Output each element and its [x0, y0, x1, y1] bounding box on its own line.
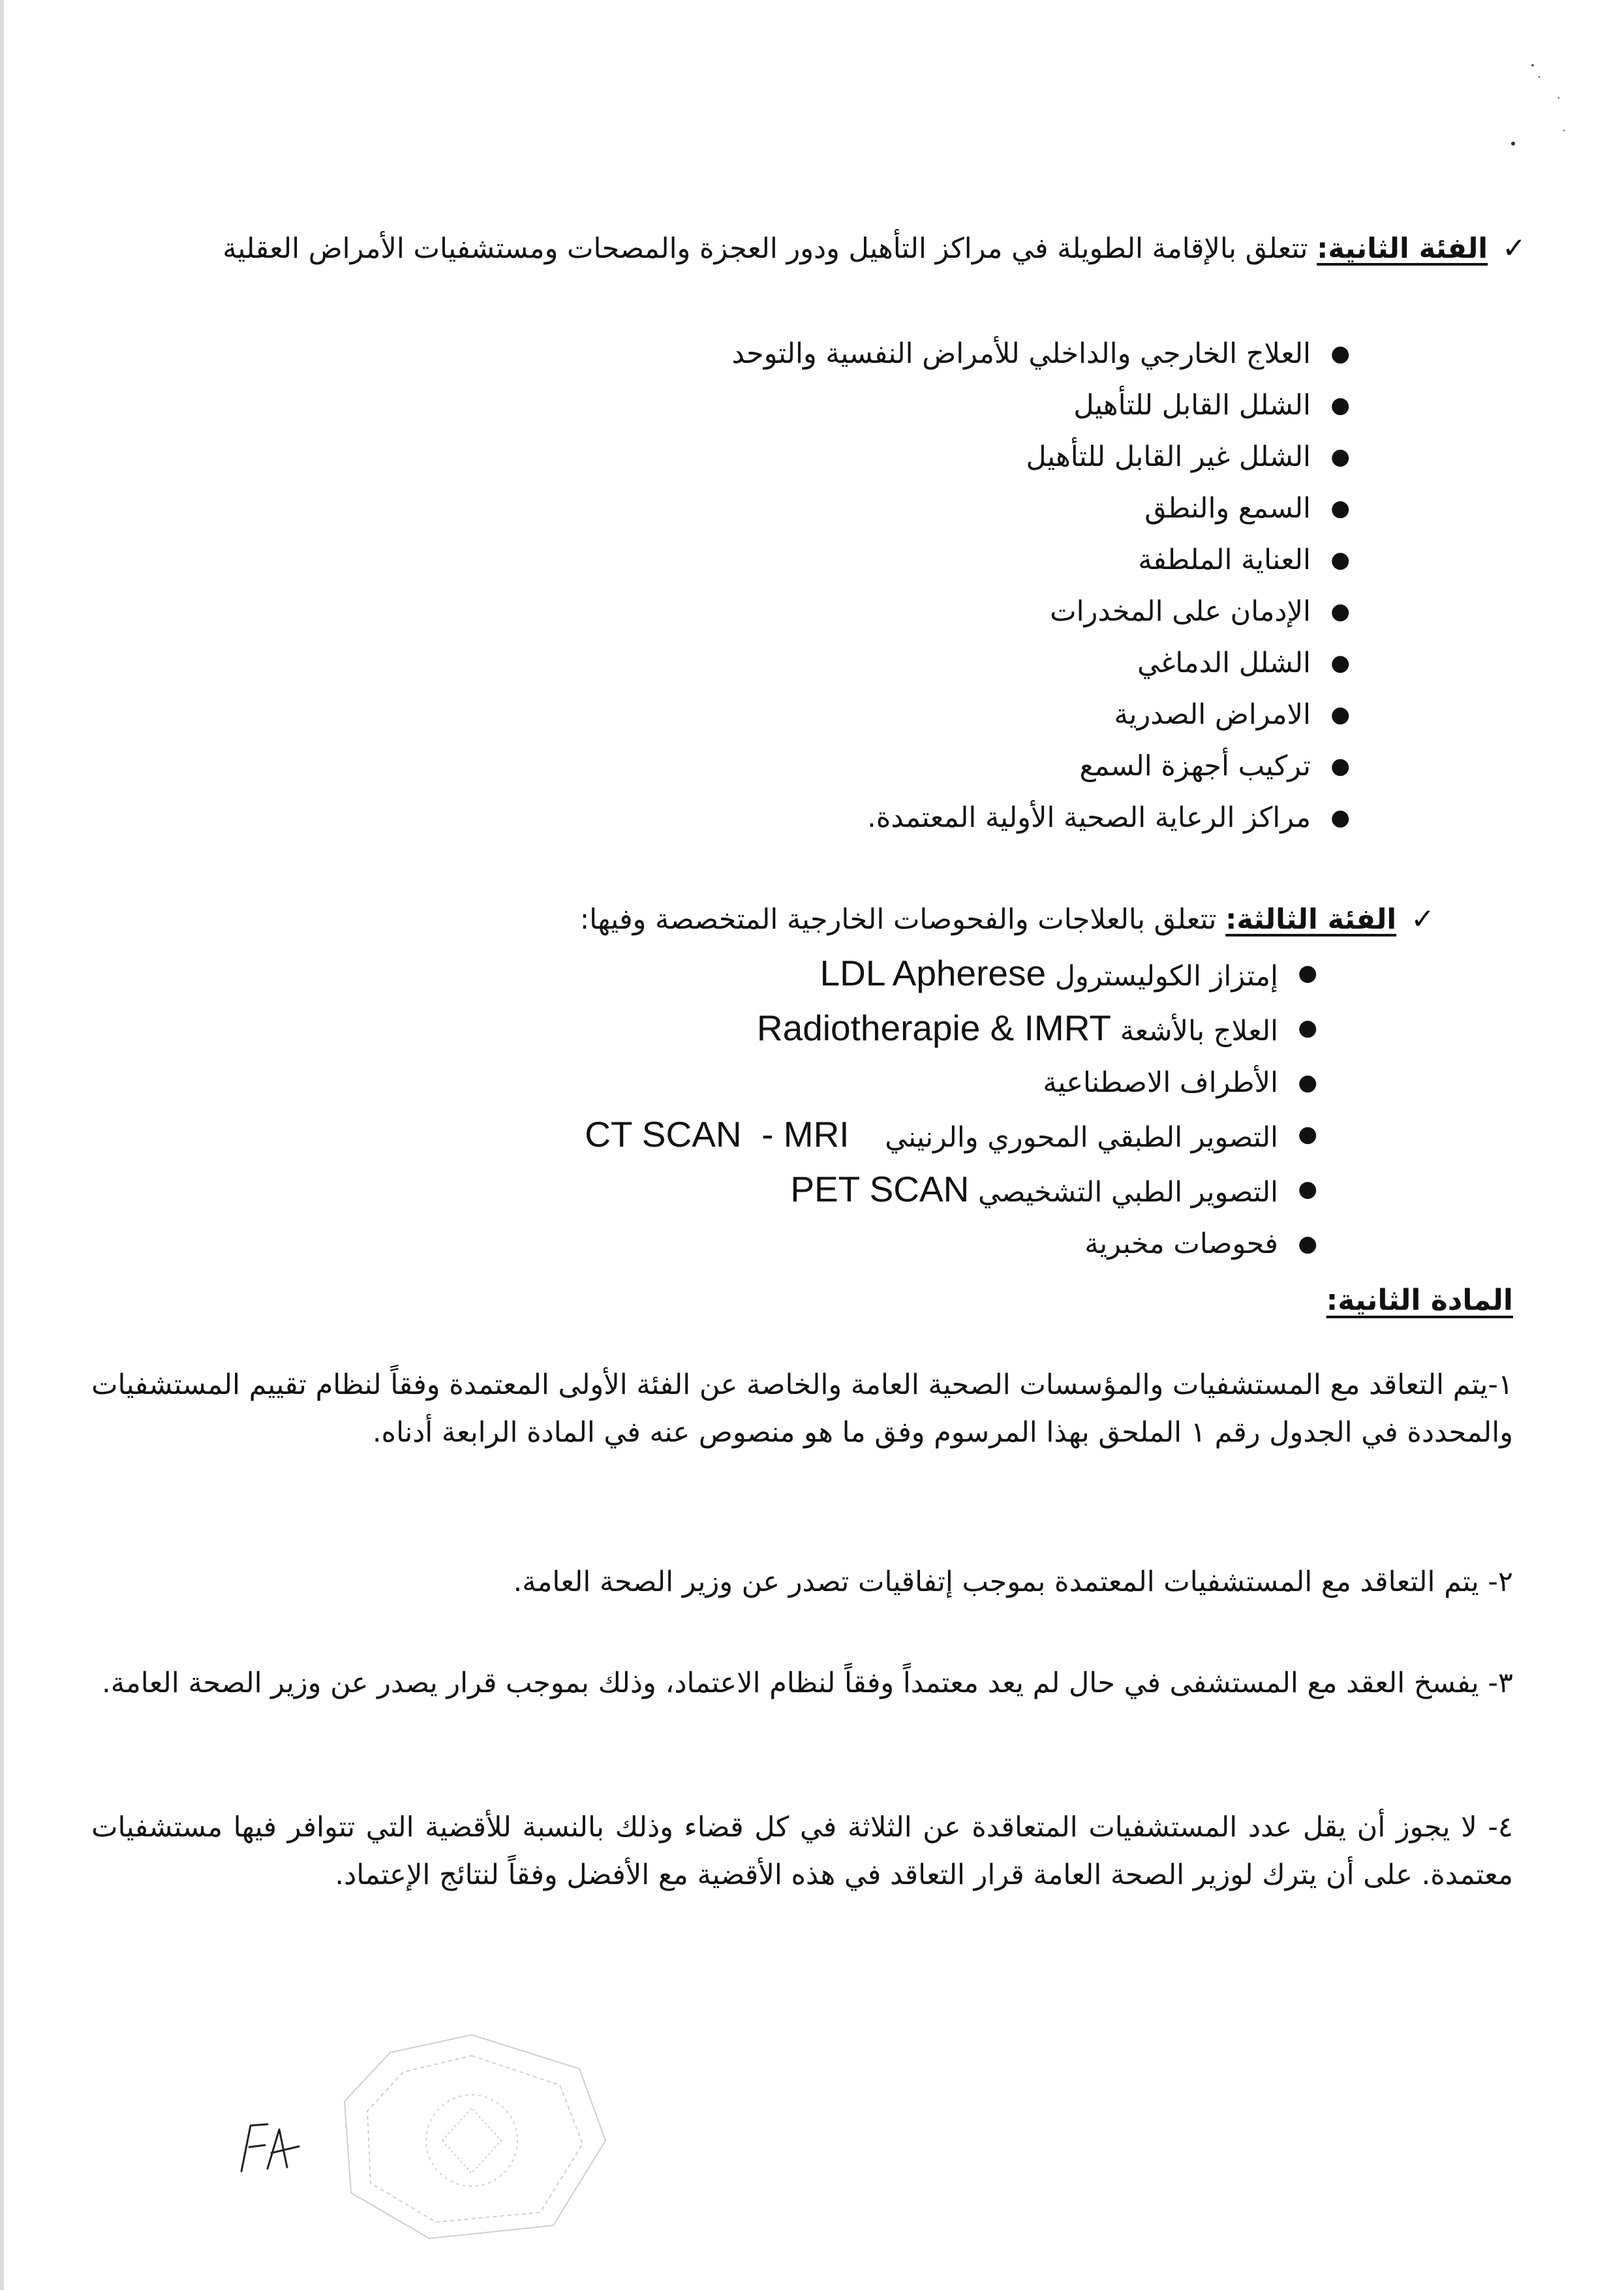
article-2-paragraph-1: ١-يتم التعاقد مع المستشفيات والمؤسسات الصحية العامة والخاصة عن الفئة الأولى المعتمدة وفقاً لنظام تقييم المستشفيات والمحددة في الجدول رقم ١ الملحق بهذا المرسوم وفق ما هو منصوص عنه في المادة الرابعة أدناه. — [91, 1369, 1513, 1449]
bullet-icon: ● — [1330, 650, 1350, 676]
category-3-title: الفئة الثالثة: — [1225, 903, 1397, 936]
article-2-paragraph-3: ٣- يفسخ العقد مع المستشفى في حال لم يعد معتمداً وفقاً لنظام الاعتماد، وذلك بموجب قرار يصدر عن وزير الصحة العامة. — [102, 1667, 1513, 1699]
article-2-title: المادة الثانية: — [1326, 1284, 1513, 1317]
scan-specks — [1494, 26, 1572, 170]
bullet-icon: ● — [1298, 1231, 1317, 1257]
bullet-icon: ● — [1298, 1070, 1317, 1096]
bullet-icon: ● — [1330, 341, 1350, 367]
list-item: ● السمع والنطق — [732, 483, 1311, 534]
list-item: ● التصوير الطبقي المحوري والرنيني CT SCAN - MRI — [585, 1109, 1278, 1164]
list-item: ● مراكز الرعاية الصحية الأولية المعتمدة. — [732, 792, 1311, 844]
bullet-icon: ● — [1330, 753, 1350, 779]
list-item: ● العلاج بالأشعة Radiotherapie & IMRT — [585, 1002, 1278, 1057]
article-2-paragraph-2: ٢- يتم التعاقد مع المستشفيات المعتمدة بموجب إتفاقيات تصدر عن وزير الصحة العامة. — [513, 1566, 1513, 1598]
list-item: ● التصوير الطبي التشخيصي PET SCAN — [585, 1164, 1278, 1218]
bullet-icon: ● — [1298, 1176, 1317, 1202]
bullet-icon: ● — [1330, 598, 1350, 625]
list-item: ● فحوصات مخبرية — [585, 1218, 1278, 1270]
category-2-intro: تتعلق بالإقامة الطويلة في مراكز التأهيل ودور العجزة والمصحات ومستشفيات الأمراض العقلية — [222, 232, 1308, 265]
official-stamp — [331, 2030, 612, 2245]
category-2-list — [731, 328, 1350, 844]
list-item: ● العناية الملطفة — [732, 534, 1311, 586]
signature-initials — [236, 2118, 308, 2176]
bullet-icon: ● — [1330, 444, 1350, 470]
list-item: ● تركيب أجهزة السمع — [732, 741, 1311, 792]
checkmark-icon: ✓ — [1411, 903, 1435, 936]
list-item: ● الامراض الصدرية — [732, 689, 1311, 741]
bullet-icon: ● — [1330, 702, 1350, 728]
bullet-icon: ● — [1330, 805, 1350, 831]
category-2-header — [91, 225, 1526, 272]
checkmark-icon: ✓ — [1502, 232, 1526, 265]
bullet-icon: ● — [1298, 960, 1317, 986]
article-2-paragraph-4: ٤- لا يجوز أن يقل عدد المستشفيات المتعاقدة عن الثلاثة في كل قضاء وذلك بالنسبة للأقضية التي تتوافر فيها مستشفيات معتمدة. على أن يترك لوزير الصحة العامة قرار التعاقد في هذه الأقضية مع الأفضل وفقاً لنتائج الإعتماد. — [91, 1811, 1513, 1891]
bullet-icon: ● — [1330, 495, 1350, 521]
list-item: ● إمتزاز الكوليسترول LDL Apherese — [585, 948, 1278, 1002]
bullet-icon: ● — [1330, 547, 1350, 573]
list-item: ● الأطراف الاصطناعية — [585, 1057, 1278, 1109]
list-item: ● العلاج الخارجي والداخلي للأمراض النفسية والتوحد — [732, 328, 1311, 380]
list-item: ● الشلل القابل للتأهيل — [732, 380, 1311, 431]
scan-edge — [0, 0, 4, 2290]
category-2-title: الفئة الثانية: — [1317, 232, 1488, 265]
category-3-header — [91, 896, 1435, 943]
bullet-icon: ● — [1298, 1015, 1317, 1041]
list-item: ● الإدمان على المخدرات — [732, 586, 1311, 638]
bullet-icon: ● — [1330, 392, 1350, 418]
list-item: ● الشلل الدماغي — [732, 638, 1311, 689]
category-3-list — [585, 948, 1317, 1270]
bullet-icon: ● — [1298, 1121, 1317, 1147]
category-3-intro: تتعلق بالعلاجات والفحوصات الخارجية المتخصصة وفيها: — [579, 903, 1217, 936]
list-item: ● الشلل غير القابل للتأهيل — [732, 431, 1311, 483]
